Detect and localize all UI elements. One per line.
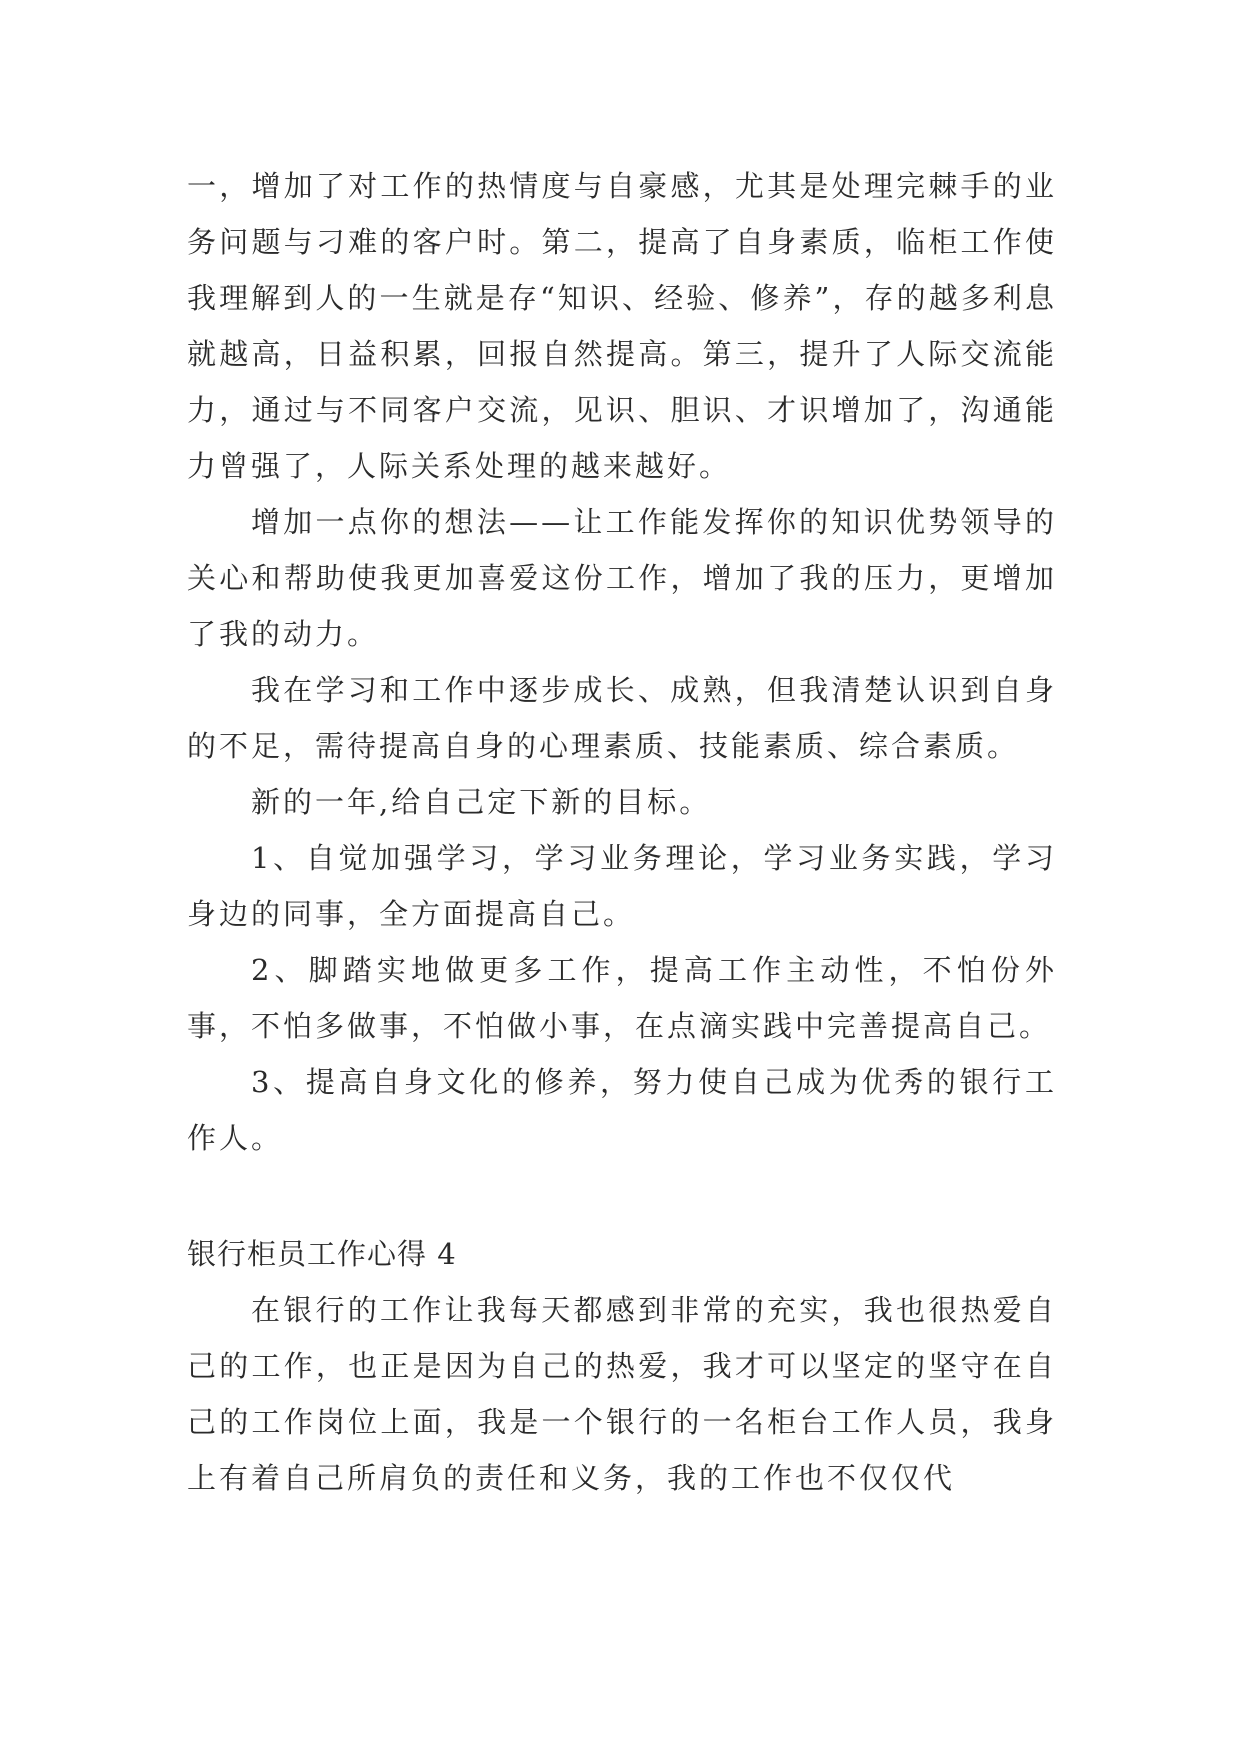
paragraph-new-year-goals: 新的一年,给自己定下新的目标。 xyxy=(251,785,712,819)
paragraph-thoughts: 增加一点你的想法——让工作能发挥你的知识优势领导的关心和帮助使我更加喜爱这份工作，增加了我的压力，更增加了我的动力。 xyxy=(187,505,1057,651)
paragraph-section-intro: 在银行的工作让我每天都感到非常的充实，我也很热爱自己的工作，也正是因为自己的热爱，我才可以坚定的坚守在自己的工作岗位上面，我是一个银行的一名柜台工作人员，我身上有着自己所肩负的责任和义务，我的工作也不仅仅代 xyxy=(187,1293,1057,1495)
section-heading: 银行柜员工作心得 4 xyxy=(187,1237,457,1271)
list-item-goal-2: 2、脚踏实地做更多工作，提高工作主动性，不怕份外事，不怕多做事，不怕做小事，在点滴实践中完善提高自己。 xyxy=(187,953,1057,1043)
list-item-goal-3: 3、提高自身文化的修养，努力使自己成为优秀的银行工作人。 xyxy=(187,1065,1057,1155)
paragraph-continuation: 一，增加了对工作的热情度与自豪感，尤其是处理完棘手的业务问题与刁难的客户时。第二，提高了自身素质，临柜工作使我理解到人的一生就是存“知识、经验、修养”，存的越多利息就越高，日益积累，回报自然提高。第三，提升了人际交流能力，通过与不同客户交流，见识、胆识、才识增加了，沟通能力曾强了，人际关系处理的越来越好。 xyxy=(187,169,1057,483)
document-body xyxy=(187,158,1057,1506)
list-item-goal-1: 1、自觉加强学习，学习业务理论，学习业务实践，学习身边的同事，全方面提高自己。 xyxy=(187,841,1057,931)
paragraph-growth: 我在学习和工作中逐步成长、成熟，但我清楚认识到自身的不足，需待提高自身的心理素质、技能素质、综合素质。 xyxy=(187,673,1057,763)
